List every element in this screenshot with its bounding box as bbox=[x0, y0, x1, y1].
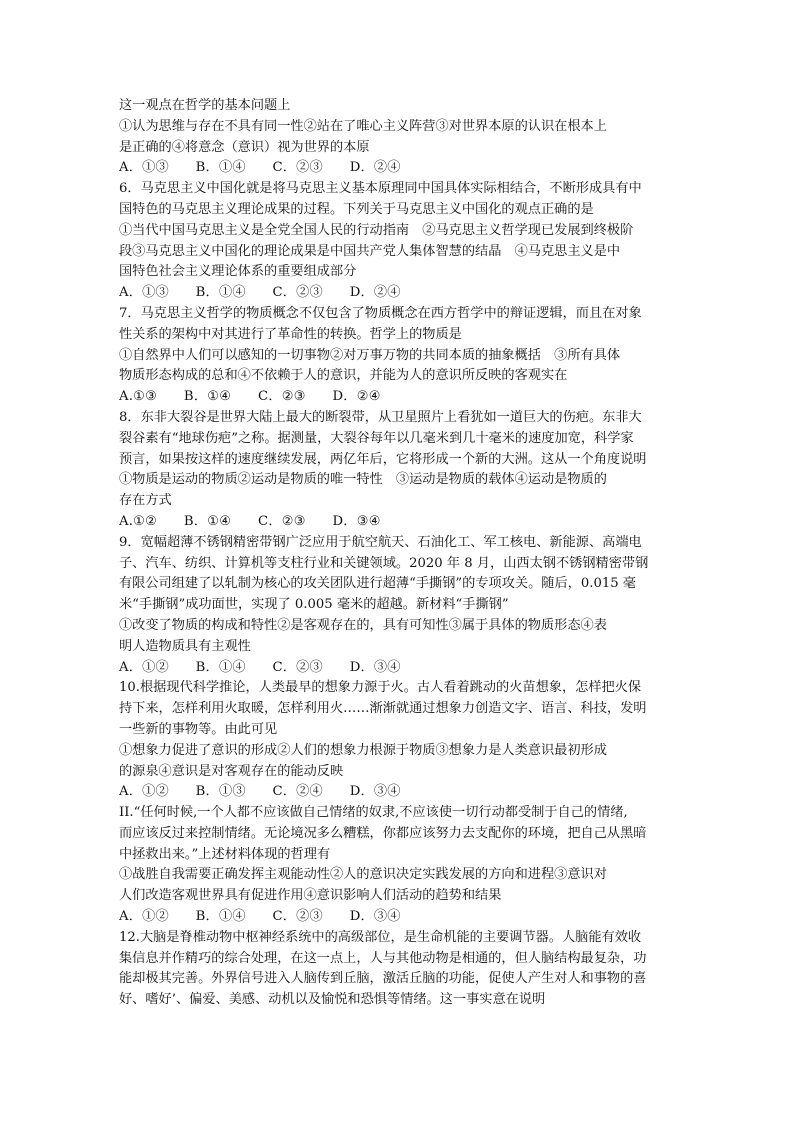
text-line: 子、汽车、纺织、计算机等支柱行业和关键领域。2020 年 8 月，山西太钢不锈钢精密带钢 bbox=[119, 555, 649, 571]
answer-options: A．①③ B．①④ C．②③ D．②④ bbox=[119, 160, 401, 176]
text-line: II.“任何时候,一个人都不应该做自己情绪的奴隶,不应该使一切行动都受制于自己的情绪, bbox=[119, 805, 628, 821]
text-line: 好、嗜好’、偏爱、美感、动机以及愉悦和恐惧等情绪。这一事实意在说明 bbox=[119, 992, 546, 1008]
answer-options: A.①③ B．①④ C．②③ D．②④ bbox=[119, 389, 381, 405]
text-line: 7．马克思主义哲学的物质概念不仅包含了物质概念在西方哲学中的辩证逻辑，而且在对象 bbox=[119, 305, 642, 321]
text-line: 10.根据现代科学推论，人类最早的想象力源于火。古人看着跳动的火苗想象，怎样把火保 bbox=[119, 680, 642, 696]
text-line: 9．宽幅超薄不锈钢精密带钢广泛应用于航空航天、石油化工、军工核电、新能源、高端电 bbox=[119, 534, 642, 550]
text-line: 人们改造客观世界具有促进作用④意识影响人们活动的趋势和结果 bbox=[119, 888, 502, 904]
text-line: 持下来，怎样利用火取暖，怎样利用火……渐渐就通过想象力创造文字、语言、科技，发明 bbox=[119, 701, 647, 717]
text-line: 而应该反过来控制情绪。无论境况多么糟糕，你都应该努力去支配你的环境，把自己从黑暗 bbox=[119, 825, 647, 841]
text-line: 存在方式 bbox=[119, 493, 172, 509]
text-line: 物质形态构成的总和④不依赖于人的意识，并能为人的意识所反映的客观实在 bbox=[119, 368, 568, 384]
text-line: 集信息并作精巧的综合处理，在这一点上，人与其他动物是相通的，但人脑结构最复杂，功 bbox=[119, 950, 647, 966]
answer-options: A．①③ B．①④ C．②③ D．②④ bbox=[119, 285, 401, 301]
text-line: 12.大脑是脊椎动物中枢神经系统中的高级部位，是生命机能的主要调节器。人脑能有效收 bbox=[119, 929, 642, 945]
answer-options: A．①② B．①④ C．②③ D．③④ bbox=[119, 909, 401, 925]
text-line: 性关系的架构中对其进行了革命性的转换。哲学上的物质是 bbox=[119, 326, 462, 342]
text-line: ①物质是运动的物质②运动是物质的唯一特性 ③运动是物质的载体④运动是物质的 bbox=[119, 472, 607, 488]
text-line: ①战胜自我需要正确发挥主观能动性②人的意识决定实践发展的方向和进程③意识对 bbox=[119, 867, 607, 883]
text-line: 有限公司组建了以轧制为核心的攻关团队进行超薄“手撕钢”的专项攻关。随后，0.015 毫 bbox=[119, 576, 636, 592]
text-line: 8．东非大裂谷是世界大陆上最大的断裂带，从卫星照片上看犹如一道巨大的伤疤。东非大 bbox=[119, 409, 642, 425]
text-line: 裂谷素有“地球伤疤”之称。据测量，大裂谷每年以几毫米到几十毫米的速度加宽，科学家 bbox=[119, 430, 634, 446]
text-line: 明人造物质具有主观性 bbox=[119, 638, 251, 654]
text-line: 6．马克思主义中国化就是将马克思主义基本原理同中国具体实际相结合，不断形成具有中 bbox=[119, 181, 642, 197]
question-text bbox=[119, 96, 679, 1011]
text-line: 一些新的事物等。由此可见 bbox=[119, 721, 278, 737]
answer-options: A.①② B．①④ C．②③ D．③④ bbox=[119, 513, 381, 529]
text-line: 米“手撕钢”成功面世，实现了 0.005 毫米的超越。新材料“手撕钢” bbox=[119, 597, 509, 613]
answer-options: A．①② B．①④ C．②③ D．③④ bbox=[119, 659, 401, 675]
text-line: ①改变了物质的构成和特性②是客观存在的，具有可知性③属于具体的物质形态④表 bbox=[119, 617, 607, 633]
text-line: 能却极其完善。外界信号进入人脑传到丘脑，激活丘脑的功能，促使人产生对人和事物的喜 bbox=[119, 971, 647, 987]
text-line: ①认为思维与存在不具有同一性②站在了唯心主义阵营③对世界本原的认识在根本上 bbox=[119, 118, 607, 134]
text-line: 预言，如果按这样的速度继续发展，两亿年后，它将形成一个新的大洲。这从一个角度说明 bbox=[119, 451, 647, 467]
text-line: ①想象力促进了意识的形成②人们的想象力根源于物质③想象力是人类意识最初形成 bbox=[119, 742, 607, 758]
text-line: 国特色的马克思主义理论成果的过程。下列关于马克思主义中国化的观点正确的是 bbox=[119, 201, 594, 217]
text-line: ①当代中国马克思主义是全党全国人民的行动指南 ②马克思主义哲学现已发展到终极阶 bbox=[119, 222, 634, 238]
text-line: 是正确的④将意念（意识）视为世界的本原 bbox=[119, 139, 370, 155]
answer-options: A．①② B．①③ C．②④ D．③④ bbox=[119, 784, 401, 800]
text-line: 的源泉④意识是对客观存在的能动反映 bbox=[119, 763, 344, 779]
text-line: 中拯救出来。”上述材料体现的哲理有 bbox=[119, 846, 331, 862]
text-line: 这一观点在哲学的基本问题上 bbox=[119, 98, 291, 113]
text-line: ①自然界中人们可以感知的一切事物②对万事万物的共同本质的抽象概括 ③所有具体 bbox=[119, 347, 621, 363]
text-line: 段③马克思主义中国化的理论成果是中国共产党人集体智慧的结晶 ④马克思主义是中 bbox=[119, 243, 621, 259]
text-line: 国特色社会主义理论体系的重要组成部分 bbox=[119, 264, 357, 280]
